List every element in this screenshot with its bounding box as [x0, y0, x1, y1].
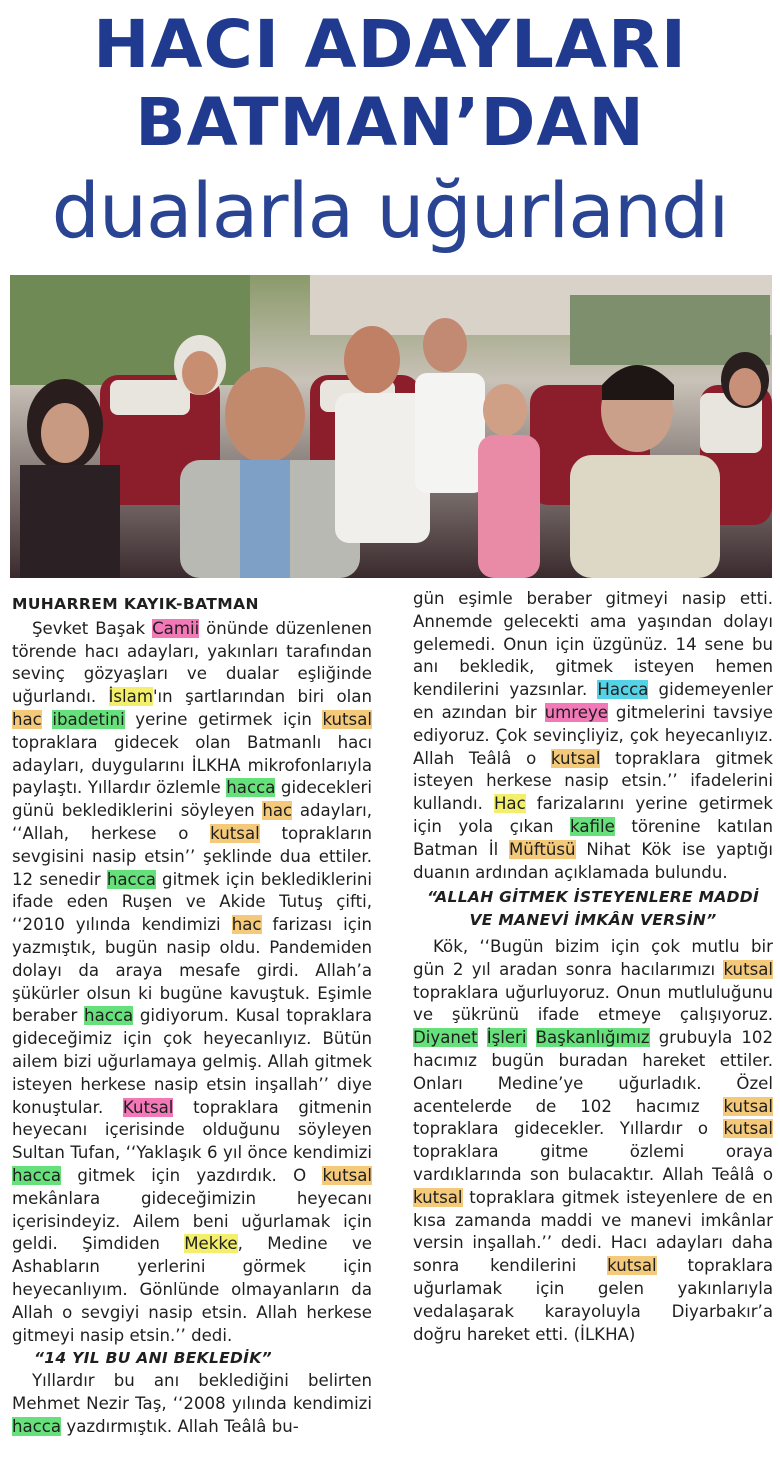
text-run: gidiyorum. Kusal topraklara gideceğimiz için çok heyecanlıyız. Bütün ailem bizi uğurlamaya gelmiş. Allah gitmek isteyen herkese nasip etsin inşallah’’ diye konuştular.: [12, 1006, 372, 1117]
byline: MUHARREM KAYIK-BATMAN: [12, 595, 259, 613]
text-run: törenine katılan Batman İl: [413, 816, 773, 859]
highlight-word: kutsal: [723, 1119, 773, 1139]
highlight-word: kutsal: [723, 959, 773, 979]
highlight-word: İslam: [108, 687, 153, 707]
text-run: gün eşimle beraber gitmeyi nasip etti. Annemde gelecekti ama yaşından dolayı gelemedi. Onun için üzgünüz. 14 sene bu anı bekledik, gitmek isteyen hemen kendilerini yazsınlar.: [413, 589, 773, 700]
text-run: , Medine ve Ashabların yerlerini görmek için heyecanlıyım. Gönlünde olmayanların da Allah o sevgiyi nasip etsin. Allah herkese gitmeyi nasip etsin.’’ dedi.: [12, 1234, 372, 1345]
text-run: 'ın şartlarından biri olan: [152, 687, 372, 707]
highlight-word: kutsal: [413, 1187, 463, 1207]
text-run: grubuyla 102 hacımız bugün buradan hareket ettiler. Onları Medine’ye uğurladık. Özel acentelerde de 102 hacımız: [413, 1028, 774, 1116]
highlight-word: kutsal: [550, 748, 601, 768]
text-run: farizalarını yerine getirmek için yola çıkan: [413, 794, 773, 836]
headline-line-1: HACI ADAYLARI: [93, 6, 687, 83]
highlight-word: ibadetini: [52, 709, 125, 729]
article-paragraph-2: [12, 1370, 372, 1438]
article-paragraph-3: [413, 588, 773, 884]
highlight-word: hac: [12, 709, 42, 729]
article-paragraph-4: [413, 936, 773, 1346]
text-run: topraklara gitmenin heyecanı içerisinde olduğunu söyleyen Sultan Tufan, ‘‘Yaklaşık 6 yıl önce kendimizi: [12, 1097, 373, 1163]
highlight-word: Hacca: [597, 680, 649, 700]
highlight-word: Diyanet: [413, 1028, 478, 1048]
text-run: adayları, ‘‘Allah, herkese o: [12, 801, 372, 843]
highlight-word: kutsal: [607, 1256, 657, 1276]
text-run: yazdırmıştık. Allah Teâlâ bu-: [61, 1416, 299, 1436]
text-run: Yıllardır bu anı beklediğini belirten Mehmet Nezir Taş, ‘‘2008 yılında kendimizi: [12, 1371, 372, 1413]
text-run: gitmek için yazdırdık. O: [61, 1165, 323, 1185]
highlight-word: hacca: [12, 1416, 62, 1436]
text-run: topraklara uğurluyoruz. Onun mutluluğunu ve şükrünü ifade etmeye çalışıyoruz.: [413, 982, 773, 1025]
text-run: Şevket Başak: [32, 618, 153, 638]
text-run: toprakların sevgisini nasip etsin’’ şeklinde dua ettiler. 12 senedir: [12, 823, 373, 889]
highlight-word: Camii: [152, 618, 200, 638]
highlight-word: Hac: [493, 794, 526, 814]
text-run: [527, 1028, 536, 1047]
text-run: gitmek için beklediklerini ifade eden Ruşen ve Akide Tutuş çifti, ‘‘2010 yılında kendimizi: [12, 869, 373, 935]
article-column-right: [413, 588, 773, 1346]
text-run: topraklara gitmek isteyen herkese nasip etsin.’’ ifadelerini kullandı.: [413, 748, 773, 814]
highlight-word: kutsal: [723, 1096, 773, 1116]
text-run: topraklara gitmek isteyenlere de en kısa zamanda maddi ve manevi imkânlar versin inşallah.’’ dedi. Hacı adayları daha sonra kendilerini: [413, 1187, 773, 1276]
text-run: topraklara gidecek olan Batmanlı hacı adayları, duygularını İLKHA mikrofonlarıyla paylaştı. Yıllardır özlemle: [12, 732, 372, 798]
highlight-word: İşleri: [486, 1028, 527, 1048]
text-run: topraklara gitme özlemi oraya vardıklarında son bulacaktır. Allah Teâlâ o: [413, 1142, 773, 1184]
text-run: [42, 710, 53, 729]
highlight-word: Mekke: [184, 1234, 238, 1254]
text-run: gidemeyenler en azından bir: [413, 680, 773, 722]
news-photo: [10, 275, 772, 578]
article-column-left: [12, 593, 372, 1438]
text-run: yerine getirmek için: [124, 709, 323, 729]
highlight-word: umreye: [544, 702, 609, 722]
highlight-word: kafile: [570, 816, 615, 836]
highlight-word: kutsal: [322, 709, 372, 729]
headline-line-2: BATMAN’DAN: [135, 84, 645, 161]
highlight-word: Başkanlığımız: [535, 1028, 650, 1048]
text-run: [478, 1028, 487, 1047]
highlight-word: hacca: [84, 1006, 134, 1026]
subhead-2: “ALLAH GİTMEK İSTEYENLERE MADDİ VE MANEVİ İMKÂN VERSİN”: [426, 888, 760, 930]
highlight-word: kutsal: [210, 823, 260, 843]
text-run: farizası için yazmıştık, bugün nasip oldu. Pandemiden dolayı da araya mesafe girdi. Allah’a şükürler olsun ki bugüne kavuştuk. Eşimle beraber: [12, 915, 372, 1026]
text-run: topraklara gidecekler. Yıllardır o: [413, 1119, 724, 1139]
highlight-word: hac: [262, 801, 293, 821]
subhead-1: “14 YIL BU ANI BEKLEDİK”: [34, 1349, 272, 1368]
highlight-word: Kutsal: [122, 1097, 174, 1117]
text-run: önünde düzenlenen törende hacı adayları, yakınları tarafından sevinç gözyaşları ve dualar eşliğinde uğurlandı.: [12, 618, 373, 707]
headline: [0, 0, 780, 270]
highlight-word: hacca: [226, 778, 276, 798]
text-run: Nihat Kök ise yaptığı duanın ardından açıklamada bulundu.: [413, 839, 773, 882]
bus-interior-photo: [10, 275, 772, 578]
text-run: topraklara uğurlamak için gelen yakınlarıyla vedalaşarak karayoluyla Diyarbakır’a doğru hareket etti. (İLKHA): [413, 1256, 774, 1344]
highlight-word: hacca: [106, 869, 156, 889]
article-paragraph-1: [12, 618, 372, 1348]
text-run: gitmelerini tavsiye ediyoruz. Çok sevinçliyiz, çok heyecanlıyız. Allah Teâlâ o: [413, 702, 773, 768]
highlight-word: Müftüsü: [508, 839, 576, 859]
text-run: Kök, ‘‘Bugün bizim için çok mutlu bir gün 2 yıl aradan sonra hacılarımızı: [413, 936, 773, 979]
highlight-word: hac: [231, 915, 262, 935]
highlight-word: kutsal: [322, 1165, 372, 1185]
text-run: mekânlara gideceğimizin heyecanı içerisindeyiz. Ailem beni uğurlamak için geldi. Şimdiden: [12, 1188, 372, 1254]
highlight-word: hacca: [12, 1165, 62, 1185]
headline-line-3: dualarla uğurlandı: [51, 166, 729, 255]
text-run: gidecekleri günü beklediklerini söyleyen: [12, 778, 372, 821]
